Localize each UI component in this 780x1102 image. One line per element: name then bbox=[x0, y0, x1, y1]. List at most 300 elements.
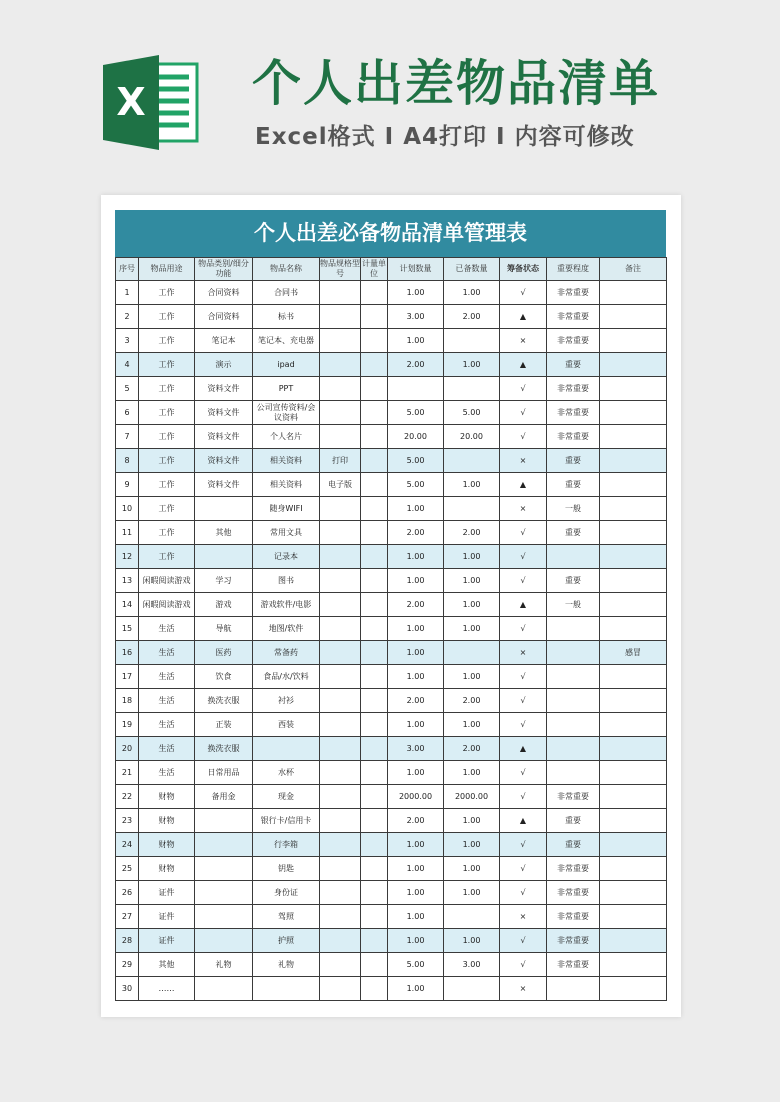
cell-planned-qty[interactable]: 1.00 bbox=[388, 329, 444, 353]
cell-importance[interactable] bbox=[547, 713, 600, 737]
cell-spec[interactable] bbox=[320, 665, 361, 689]
cell-planned-qty[interactable]: 20.00 bbox=[388, 425, 444, 449]
cell-category[interactable] bbox=[195, 809, 253, 833]
cell-category[interactable] bbox=[195, 497, 253, 521]
cell-importance[interactable]: 重要 bbox=[547, 353, 600, 377]
cell-planned-qty[interactable]: 1.00 bbox=[388, 617, 444, 641]
cell-prepared-qty[interactable]: 1.00 bbox=[444, 761, 500, 785]
cell-prepared-qty[interactable]: 1.00 bbox=[444, 545, 500, 569]
cell-spec[interactable] bbox=[320, 689, 361, 713]
table-row[interactable] bbox=[116, 761, 667, 785]
cell-importance[interactable]: 非常重要 bbox=[547, 857, 600, 881]
cell-planned-qty[interactable]: 1.00 bbox=[388, 905, 444, 929]
cell-importance[interactable] bbox=[547, 761, 600, 785]
cell-importance[interactable]: 一般 bbox=[547, 593, 600, 617]
cell-importance[interactable] bbox=[547, 617, 600, 641]
cell-category[interactable] bbox=[195, 881, 253, 905]
cell-prepared-qty[interactable]: 1.00 bbox=[444, 593, 500, 617]
table-row[interactable] bbox=[116, 545, 667, 569]
table-row[interactable] bbox=[116, 857, 667, 881]
table-row[interactable] bbox=[116, 281, 667, 305]
cell-item-name[interactable]: 食品/水/饮料 bbox=[253, 665, 320, 689]
cell-unit[interactable] bbox=[361, 377, 388, 401]
cell-category[interactable]: 笔记本 bbox=[195, 329, 253, 353]
cell-unit[interactable] bbox=[361, 329, 388, 353]
cell-planned-qty[interactable]: 1.00 bbox=[388, 833, 444, 857]
cell-status[interactable]: ▲ bbox=[500, 737, 547, 761]
cell-importance[interactable]: 非常重要 bbox=[547, 929, 600, 953]
table-row[interactable] bbox=[116, 593, 667, 617]
cell-index[interactable]: 21 bbox=[116, 761, 139, 785]
cell-item-name[interactable]: 钥匙 bbox=[253, 857, 320, 881]
cell-status[interactable]: × bbox=[500, 449, 547, 473]
cell-index[interactable]: 27 bbox=[116, 905, 139, 929]
cell-prepared-qty[interactable]: 1.00 bbox=[444, 617, 500, 641]
cell-index[interactable]: 11 bbox=[116, 521, 139, 545]
table-row[interactable] bbox=[116, 401, 667, 425]
cell-planned-qty[interactable]: 1.00 bbox=[388, 641, 444, 665]
cell-item-name[interactable] bbox=[253, 977, 320, 1001]
cell-purpose[interactable]: 证件 bbox=[139, 881, 195, 905]
cell-item-name[interactable]: 笔记本、充电器 bbox=[253, 329, 320, 353]
cell-importance[interactable] bbox=[547, 977, 600, 1001]
cell-index[interactable]: 16 bbox=[116, 641, 139, 665]
table-row[interactable] bbox=[116, 665, 667, 689]
table-row[interactable] bbox=[116, 905, 667, 929]
cell-index[interactable]: 8 bbox=[116, 449, 139, 473]
cell-index[interactable]: 22 bbox=[116, 785, 139, 809]
cell-status[interactable]: × bbox=[500, 977, 547, 1001]
cell-spec[interactable] bbox=[320, 593, 361, 617]
cell-purpose[interactable]: 生活 bbox=[139, 641, 195, 665]
cell-purpose[interactable]: 生活 bbox=[139, 737, 195, 761]
cell-index[interactable]: 2 bbox=[116, 305, 139, 329]
cell-purpose[interactable]: 工作 bbox=[139, 521, 195, 545]
cell-importance[interactable]: 重要 bbox=[547, 473, 600, 497]
table-row[interactable] bbox=[116, 425, 667, 449]
cell-item-name[interactable]: ipad bbox=[253, 353, 320, 377]
cell-importance[interactable]: 重要 bbox=[547, 449, 600, 473]
table-row[interactable] bbox=[116, 737, 667, 761]
cell-index[interactable]: 20 bbox=[116, 737, 139, 761]
cell-remark[interactable] bbox=[600, 593, 667, 617]
cell-purpose[interactable]: 生活 bbox=[139, 713, 195, 737]
cell-purpose[interactable]: 工作 bbox=[139, 281, 195, 305]
cell-remark[interactable] bbox=[600, 929, 667, 953]
cell-unit[interactable] bbox=[361, 305, 388, 329]
cell-unit[interactable] bbox=[361, 449, 388, 473]
cell-status[interactable]: √ bbox=[500, 377, 547, 401]
cell-purpose[interactable]: 工作 bbox=[139, 353, 195, 377]
cell-status[interactable]: × bbox=[500, 641, 547, 665]
cell-status[interactable]: √ bbox=[500, 281, 547, 305]
cell-item-name[interactable] bbox=[253, 737, 320, 761]
cell-item-name[interactable]: 驾照 bbox=[253, 905, 320, 929]
cell-index[interactable]: 12 bbox=[116, 545, 139, 569]
cell-status[interactable]: √ bbox=[500, 761, 547, 785]
cell-index[interactable]: 17 bbox=[116, 665, 139, 689]
table-row[interactable] bbox=[116, 305, 667, 329]
cell-status[interactable]: √ bbox=[500, 545, 547, 569]
cell-status[interactable]: × bbox=[500, 905, 547, 929]
cell-remark[interactable] bbox=[600, 353, 667, 377]
table-row[interactable] bbox=[116, 329, 667, 353]
cell-unit[interactable] bbox=[361, 953, 388, 977]
cell-category[interactable] bbox=[195, 857, 253, 881]
cell-planned-qty[interactable]: 1.00 bbox=[388, 281, 444, 305]
cell-category[interactable]: 合同资料 bbox=[195, 281, 253, 305]
cell-index[interactable]: 6 bbox=[116, 401, 139, 425]
cell-planned-qty[interactable]: 1.00 bbox=[388, 977, 444, 1001]
cell-purpose[interactable]: 财物 bbox=[139, 857, 195, 881]
cell-remark[interactable] bbox=[600, 497, 667, 521]
cell-item-name[interactable]: 银行卡/信用卡 bbox=[253, 809, 320, 833]
cell-item-name[interactable]: 地图/软件 bbox=[253, 617, 320, 641]
cell-planned-qty[interactable]: 1.00 bbox=[388, 929, 444, 953]
cell-remark[interactable] bbox=[600, 761, 667, 785]
cell-category[interactable]: 医药 bbox=[195, 641, 253, 665]
cell-importance[interactable]: 重要 bbox=[547, 809, 600, 833]
cell-spec[interactable] bbox=[320, 785, 361, 809]
cell-purpose[interactable]: 工作 bbox=[139, 425, 195, 449]
cell-index[interactable]: 29 bbox=[116, 953, 139, 977]
cell-status[interactable]: × bbox=[500, 497, 547, 521]
cell-category[interactable]: 饮食 bbox=[195, 665, 253, 689]
cell-status[interactable]: √ bbox=[500, 785, 547, 809]
cell-spec[interactable] bbox=[320, 545, 361, 569]
cell-category[interactable] bbox=[195, 833, 253, 857]
cell-prepared-qty[interactable]: 1.00 bbox=[444, 353, 500, 377]
cell-index[interactable]: 1 bbox=[116, 281, 139, 305]
cell-prepared-qty[interactable] bbox=[444, 377, 500, 401]
table-row[interactable] bbox=[116, 881, 667, 905]
cell-prepared-qty[interactable]: 2.00 bbox=[444, 521, 500, 545]
cell-unit[interactable] bbox=[361, 737, 388, 761]
table-row[interactable] bbox=[116, 521, 667, 545]
cell-category[interactable]: 资料文件 bbox=[195, 425, 253, 449]
cell-spec[interactable] bbox=[320, 305, 361, 329]
cell-spec[interactable] bbox=[320, 833, 361, 857]
cell-status[interactable]: √ bbox=[500, 569, 547, 593]
cell-spec[interactable]: 电子版 bbox=[320, 473, 361, 497]
cell-planned-qty[interactable]: 2.00 bbox=[388, 809, 444, 833]
cell-spec[interactable] bbox=[320, 329, 361, 353]
cell-category[interactable]: 演示 bbox=[195, 353, 253, 377]
cell-status[interactable]: √ bbox=[500, 401, 547, 425]
cell-spec[interactable]: 打印 bbox=[320, 449, 361, 473]
cell-spec[interactable] bbox=[320, 737, 361, 761]
cell-prepared-qty[interactable]: 1.00 bbox=[444, 665, 500, 689]
cell-remark[interactable] bbox=[600, 569, 667, 593]
cell-remark[interactable] bbox=[600, 833, 667, 857]
cell-index[interactable]: 5 bbox=[116, 377, 139, 401]
cell-status[interactable]: ▲ bbox=[500, 473, 547, 497]
cell-item-name[interactable]: 合同书 bbox=[253, 281, 320, 305]
cell-purpose[interactable]: 工作 bbox=[139, 401, 195, 425]
cell-spec[interactable] bbox=[320, 497, 361, 521]
cell-item-name[interactable]: 行李箱 bbox=[253, 833, 320, 857]
cell-item-name[interactable]: 随身WIFI bbox=[253, 497, 320, 521]
cell-status[interactable]: √ bbox=[500, 665, 547, 689]
cell-prepared-qty[interactable]: 1.00 bbox=[444, 713, 500, 737]
cell-importance[interactable] bbox=[547, 665, 600, 689]
cell-index[interactable]: 19 bbox=[116, 713, 139, 737]
cell-importance[interactable] bbox=[547, 641, 600, 665]
cell-item-name[interactable]: 相关资料 bbox=[253, 449, 320, 473]
cell-prepared-qty[interactable]: 2000.00 bbox=[444, 785, 500, 809]
cell-prepared-qty[interactable]: 1.00 bbox=[444, 929, 500, 953]
cell-planned-qty[interactable]: 3.00 bbox=[388, 305, 444, 329]
cell-importance[interactable]: 重要 bbox=[547, 569, 600, 593]
cell-remark[interactable] bbox=[600, 521, 667, 545]
cell-purpose[interactable]: 工作 bbox=[139, 305, 195, 329]
cell-planned-qty[interactable]: 2.00 bbox=[388, 593, 444, 617]
cell-unit[interactable] bbox=[361, 665, 388, 689]
table-row[interactable] bbox=[116, 353, 667, 377]
table-row[interactable] bbox=[116, 689, 667, 713]
cell-status[interactable]: √ bbox=[500, 521, 547, 545]
cell-planned-qty[interactable]: 1.00 bbox=[388, 761, 444, 785]
cell-index[interactable]: 7 bbox=[116, 425, 139, 449]
cell-unit[interactable] bbox=[361, 761, 388, 785]
cell-planned-qty[interactable]: 1.00 bbox=[388, 665, 444, 689]
cell-unit[interactable] bbox=[361, 809, 388, 833]
cell-importance[interactable]: 非常重要 bbox=[547, 329, 600, 353]
cell-importance[interactable]: 非常重要 bbox=[547, 281, 600, 305]
cell-remark[interactable] bbox=[600, 977, 667, 1001]
cell-purpose[interactable]: 闲暇阅读游戏 bbox=[139, 569, 195, 593]
cell-index[interactable]: 9 bbox=[116, 473, 139, 497]
cell-status[interactable]: √ bbox=[500, 617, 547, 641]
cell-prepared-qty[interactable]: 1.00 bbox=[444, 569, 500, 593]
cell-status[interactable]: √ bbox=[500, 833, 547, 857]
cell-prepared-qty[interactable] bbox=[444, 905, 500, 929]
cell-remark[interactable] bbox=[600, 545, 667, 569]
cell-unit[interactable] bbox=[361, 641, 388, 665]
cell-index[interactable]: 13 bbox=[116, 569, 139, 593]
cell-importance[interactable] bbox=[547, 689, 600, 713]
cell-category[interactable] bbox=[195, 929, 253, 953]
cell-spec[interactable] bbox=[320, 881, 361, 905]
cell-category[interactable]: 导航 bbox=[195, 617, 253, 641]
cell-category[interactable]: 换洗衣服 bbox=[195, 689, 253, 713]
cell-unit[interactable] bbox=[361, 425, 388, 449]
cell-index[interactable]: 18 bbox=[116, 689, 139, 713]
cell-purpose[interactable]: 财物 bbox=[139, 809, 195, 833]
cell-remark[interactable] bbox=[600, 905, 667, 929]
cell-prepared-qty[interactable]: 1.00 bbox=[444, 281, 500, 305]
cell-planned-qty[interactable]: 1.00 bbox=[388, 497, 444, 521]
cell-remark[interactable] bbox=[600, 281, 667, 305]
cell-remark[interactable] bbox=[600, 617, 667, 641]
cell-remark[interactable] bbox=[600, 689, 667, 713]
cell-index[interactable]: 30 bbox=[116, 977, 139, 1001]
table-row[interactable] bbox=[116, 809, 667, 833]
cell-spec[interactable] bbox=[320, 977, 361, 1001]
cell-prepared-qty[interactable] bbox=[444, 329, 500, 353]
cell-importance[interactable]: 非常重要 bbox=[547, 425, 600, 449]
cell-spec[interactable] bbox=[320, 425, 361, 449]
cell-spec[interactable] bbox=[320, 617, 361, 641]
cell-item-name[interactable]: 护照 bbox=[253, 929, 320, 953]
cell-unit[interactable] bbox=[361, 281, 388, 305]
cell-category[interactable]: 备用金 bbox=[195, 785, 253, 809]
cell-unit[interactable] bbox=[361, 617, 388, 641]
cell-planned-qty[interactable]: 1.00 bbox=[388, 857, 444, 881]
cell-status[interactable]: √ bbox=[500, 929, 547, 953]
cell-remark[interactable] bbox=[600, 953, 667, 977]
cell-remark[interactable] bbox=[600, 473, 667, 497]
cell-planned-qty[interactable]: 5.00 bbox=[388, 473, 444, 497]
cell-spec[interactable] bbox=[320, 281, 361, 305]
cell-remark[interactable] bbox=[600, 737, 667, 761]
cell-category[interactable]: 其他 bbox=[195, 521, 253, 545]
cell-unit[interactable] bbox=[361, 689, 388, 713]
cell-purpose[interactable]: 工作 bbox=[139, 449, 195, 473]
cell-category[interactable]: 资料文件 bbox=[195, 449, 253, 473]
cell-prepared-qty[interactable]: 1.00 bbox=[444, 881, 500, 905]
cell-purpose[interactable]: 财物 bbox=[139, 833, 195, 857]
cell-status[interactable]: ▲ bbox=[500, 809, 547, 833]
cell-planned-qty[interactable]: 2000.00 bbox=[388, 785, 444, 809]
cell-unit[interactable] bbox=[361, 929, 388, 953]
cell-remark[interactable] bbox=[600, 401, 667, 425]
cell-category[interactable]: 学习 bbox=[195, 569, 253, 593]
cell-purpose[interactable]: 闲暇阅读游戏 bbox=[139, 593, 195, 617]
cell-index[interactable]: 3 bbox=[116, 329, 139, 353]
cell-importance[interactable]: 非常重要 bbox=[547, 785, 600, 809]
cell-category[interactable] bbox=[195, 977, 253, 1001]
cell-category[interactable] bbox=[195, 545, 253, 569]
cell-status[interactable]: ▲ bbox=[500, 353, 547, 377]
cell-planned-qty[interactable]: 2.00 bbox=[388, 689, 444, 713]
cell-category[interactable]: 日常用品 bbox=[195, 761, 253, 785]
cell-remark[interactable] bbox=[600, 713, 667, 737]
cell-item-name[interactable]: 记录本 bbox=[253, 545, 320, 569]
cell-spec[interactable] bbox=[320, 905, 361, 929]
cell-prepared-qty[interactable]: 3.00 bbox=[444, 953, 500, 977]
cell-prepared-qty[interactable] bbox=[444, 977, 500, 1001]
cell-planned-qty[interactable]: 1.00 bbox=[388, 713, 444, 737]
cell-item-name[interactable]: 水杯 bbox=[253, 761, 320, 785]
table-row[interactable] bbox=[116, 449, 667, 473]
cell-importance[interactable]: 非常重要 bbox=[547, 401, 600, 425]
table-row[interactable] bbox=[116, 953, 667, 977]
cell-planned-qty[interactable] bbox=[388, 377, 444, 401]
table-row[interactable] bbox=[116, 377, 667, 401]
table-row[interactable] bbox=[116, 785, 667, 809]
cell-spec[interactable] bbox=[320, 377, 361, 401]
cell-unit[interactable] bbox=[361, 593, 388, 617]
cell-planned-qty[interactable]: 1.00 bbox=[388, 569, 444, 593]
cell-importance[interactable]: 重要 bbox=[547, 521, 600, 545]
cell-item-name[interactable]: 现金 bbox=[253, 785, 320, 809]
cell-category[interactable]: 游戏 bbox=[195, 593, 253, 617]
cell-status[interactable]: √ bbox=[500, 881, 547, 905]
cell-category[interactable]: 正装 bbox=[195, 713, 253, 737]
cell-purpose[interactable]: 证件 bbox=[139, 905, 195, 929]
cell-index[interactable]: 24 bbox=[116, 833, 139, 857]
cell-unit[interactable] bbox=[361, 521, 388, 545]
table-row[interactable] bbox=[116, 497, 667, 521]
cell-purpose[interactable]: 工作 bbox=[139, 377, 195, 401]
table-row[interactable] bbox=[116, 617, 667, 641]
cell-unit[interactable] bbox=[361, 833, 388, 857]
cell-purpose[interactable]: 生活 bbox=[139, 617, 195, 641]
cell-item-name[interactable]: 常备药 bbox=[253, 641, 320, 665]
cell-planned-qty[interactable]: 5.00 bbox=[388, 953, 444, 977]
cell-index[interactable]: 28 bbox=[116, 929, 139, 953]
cell-prepared-qty[interactable] bbox=[444, 449, 500, 473]
cell-unit[interactable] bbox=[361, 881, 388, 905]
cell-spec[interactable] bbox=[320, 713, 361, 737]
cell-purpose[interactable]: 工作 bbox=[139, 497, 195, 521]
cell-importance[interactable]: 非常重要 bbox=[547, 953, 600, 977]
cell-purpose[interactable]: 工作 bbox=[139, 473, 195, 497]
cell-spec[interactable] bbox=[320, 953, 361, 977]
cell-importance[interactable]: 一般 bbox=[547, 497, 600, 521]
cell-item-name[interactable]: 身份证 bbox=[253, 881, 320, 905]
cell-remark[interactable] bbox=[600, 329, 667, 353]
cell-item-name[interactable]: 标书 bbox=[253, 305, 320, 329]
cell-item-name[interactable]: PPT bbox=[253, 377, 320, 401]
cell-item-name[interactable]: 相关资料 bbox=[253, 473, 320, 497]
cell-status[interactable]: √ bbox=[500, 689, 547, 713]
cell-unit[interactable] bbox=[361, 857, 388, 881]
cell-spec[interactable] bbox=[320, 569, 361, 593]
cell-importance[interactable]: 非常重要 bbox=[547, 305, 600, 329]
cell-prepared-qty[interactable]: 5.00 bbox=[444, 401, 500, 425]
cell-importance[interactable]: 非常重要 bbox=[547, 881, 600, 905]
cell-index[interactable]: 4 bbox=[116, 353, 139, 377]
cell-prepared-qty[interactable]: 2.00 bbox=[444, 305, 500, 329]
cell-item-name[interactable]: 公司宣传资料/会议资料 bbox=[253, 401, 320, 425]
cell-index[interactable]: 25 bbox=[116, 857, 139, 881]
cell-importance[interactable] bbox=[547, 545, 600, 569]
cell-index[interactable]: 10 bbox=[116, 497, 139, 521]
cell-status[interactable]: ▲ bbox=[500, 593, 547, 617]
cell-planned-qty[interactable]: 2.00 bbox=[388, 521, 444, 545]
cell-purpose[interactable]: 工作 bbox=[139, 329, 195, 353]
cell-remark[interactable] bbox=[600, 377, 667, 401]
cell-remark[interactable] bbox=[600, 881, 667, 905]
cell-prepared-qty[interactable]: 1.00 bbox=[444, 809, 500, 833]
cell-purpose[interactable]: 生活 bbox=[139, 665, 195, 689]
cell-status[interactable]: × bbox=[500, 329, 547, 353]
cell-prepared-qty[interactable]: 2.00 bbox=[444, 689, 500, 713]
cell-planned-qty[interactable]: 2.00 bbox=[388, 353, 444, 377]
cell-category[interactable]: 合同资料 bbox=[195, 305, 253, 329]
cell-prepared-qty[interactable]: 1.00 bbox=[444, 473, 500, 497]
cell-purpose[interactable]: 证件 bbox=[139, 929, 195, 953]
table-row[interactable] bbox=[116, 473, 667, 497]
cell-category[interactable]: 换洗衣服 bbox=[195, 737, 253, 761]
cell-prepared-qty[interactable]: 1.00 bbox=[444, 857, 500, 881]
cell-importance[interactable]: 重要 bbox=[547, 833, 600, 857]
cell-item-name[interactable]: 图书 bbox=[253, 569, 320, 593]
cell-unit[interactable] bbox=[361, 977, 388, 1001]
cell-spec[interactable] bbox=[320, 401, 361, 425]
cell-unit[interactable] bbox=[361, 353, 388, 377]
cell-unit[interactable] bbox=[361, 785, 388, 809]
cell-category[interactable]: 礼物 bbox=[195, 953, 253, 977]
cell-remark[interactable]: 感冒 bbox=[600, 641, 667, 665]
cell-unit[interactable] bbox=[361, 545, 388, 569]
cell-index[interactable]: 15 bbox=[116, 617, 139, 641]
cell-category[interactable]: 资料文件 bbox=[195, 401, 253, 425]
cell-unit[interactable] bbox=[361, 497, 388, 521]
cell-remark[interactable] bbox=[600, 665, 667, 689]
